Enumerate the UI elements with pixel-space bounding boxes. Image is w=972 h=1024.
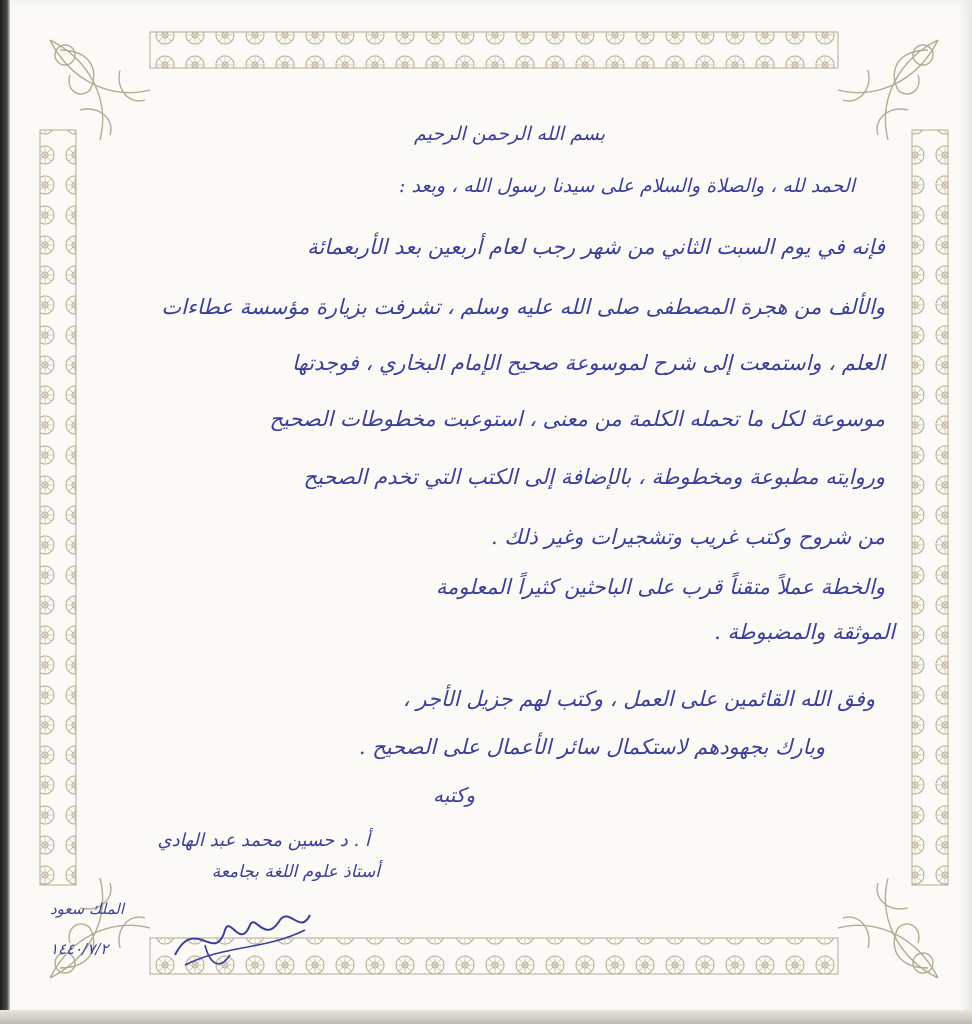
page-bottom-edge (0, 1010, 972, 1024)
letter-line: من شروح وكتب غريب وتشجيرات وغير ذلك . (491, 525, 885, 549)
letter-line: الموثقة والمضبوطة . (714, 620, 895, 644)
basmala-heading: بسم الله الرحمن الرحيم (414, 123, 605, 145)
letter-line: العلم ، واستمعت إلى شرح لموسوعة صحيح الإمام البخاري ، فوجدتها (292, 351, 885, 375)
signer-name: أ . د حسين محمد عبد الهادي (157, 830, 370, 851)
letter-line: وروايته مطبوعة ومخطوطة ، بالإضافة إلى الكتب التي تخدم الصحيح (303, 465, 885, 489)
letter-line: وفق الله القائمين على العمل ، وكتب لهم جزيل الأجر ، (402, 687, 875, 711)
signer-university: الملك سعود (50, 900, 125, 918)
signature-block (50, 820, 380, 1000)
page-binding-edge (0, 0, 10, 1024)
signature-date: ١٤٤٠/٧/٢ (50, 940, 109, 958)
letter-line: والخطة عملاً متقناً قرب على الباحثين كثيراً المعلومة (435, 575, 885, 599)
letter-line: وكتبه (433, 783, 475, 807)
signer-title: أستاذ علوم اللغة بجامعة (211, 862, 380, 882)
letter-line: فإنه في يوم السبت الثاني من شهر رجب لعام أربعين بعد الأربعمائة (307, 235, 885, 259)
letter-line: والألف من هجرة المصطفى صلى الله عليه وسلم ، تشرفت بزيارة مؤسسة عطاءات (161, 295, 885, 319)
letter-line: وبارك بجهودهم لاستكمال سائر الأعمال على الصحيح . (358, 735, 825, 759)
handwritten-signature (165, 895, 315, 980)
letter-line: موسوعة لكل ما تحمله الكلمة من معنى ، استوعبت مخطوطات الصحيح (269, 407, 885, 431)
letter-line: الحمد لله ، والصلاة والسلام على سيدنا رسول الله ، وبعد : (399, 175, 855, 197)
